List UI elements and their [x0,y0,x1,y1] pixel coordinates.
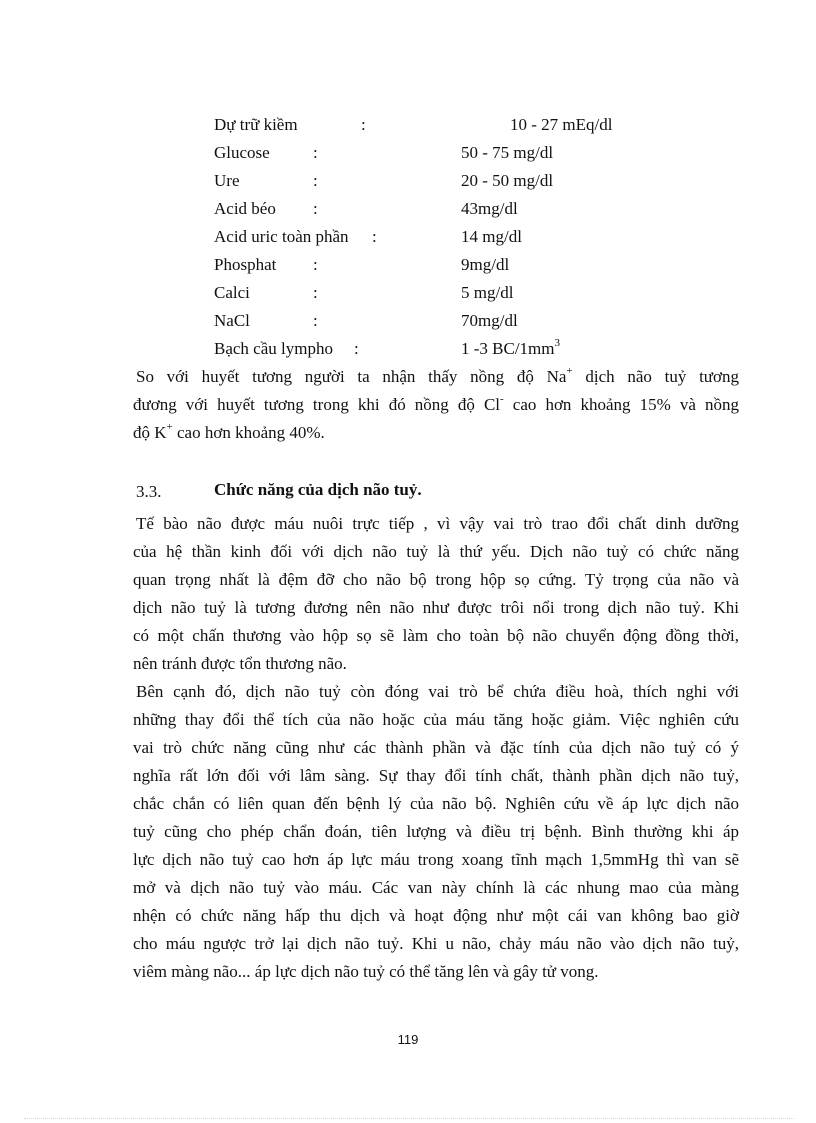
paragraph-line: cho máu ngược trở lại dịch não tuỷ. Khi u não, chảy máu não vào dịch não tuỷ, [133,934,739,953]
row-label: Phosphat [214,255,277,274]
row-value-superscript: 3 [554,337,561,350]
row-value: 5 mg/dl [461,283,514,302]
paragraph-line: Bên cạnh đó, dịch não tuỷ còn đóng vai trò bể chứa điều hoà, thích nghi với [136,682,739,701]
paragraph-line: dịch não tuỷ là tương đương nên não như được trôi nổi trong dịch não tuỷ. Khi [133,598,739,617]
paragraph-function [133,510,739,678]
row-colon: : [313,311,318,330]
paragraph-line: độ K+ cao hơn khoảng 40%. [133,421,325,442]
paragraph-line: có một chấn thương vào hộp sọ sẽ làm cho toàn bộ não chuyển động đồng thời, [133,626,739,645]
paragraph-role [133,678,739,986]
page-bottom-divider [24,1118,794,1119]
paragraph-ions [133,363,739,447]
row-colon: : [361,115,366,134]
row-colon: : [313,283,318,302]
row-colon: : [313,143,318,162]
row-label: Ure [214,171,240,190]
row-value-text: 1 -3 BC/1mm [461,339,555,358]
paragraph-line: đương với huyết tương trong khi đó nồng độ Cl- cao hơn khoảng 15% và nồng [133,393,740,414]
row-value: 10 - 27 mEq/dl [510,115,613,134]
row-colon: : [354,339,359,358]
row-label: Bạch cầu lympho [214,339,333,358]
paragraph-line: những thay đổi thể tích của não hoặc của máu tăng hoặc giảm. Việc nghiên cứu [133,710,739,729]
row-value: 70mg/dl [461,311,518,330]
paragraph-line: tuỷ cũng cho phép chẩn đoán, tiên lượng và điều trị bệnh. Bình thường khi áp [133,822,739,841]
paragraph-line: mở và dịch não tuỷ vào máu. Các van này chính là các nhung mao của màng [133,878,739,897]
row-value: 9mg/dl [461,255,510,274]
row-value [461,335,560,363]
paragraph-line: So với huyết tương người ta nhận thấy nồng độ Na+ dịch não tuỷ tương [136,365,739,386]
page-number: 119 [397,1032,419,1047]
paragraph-line: chắc chắn có liên quan đến bệnh lý của não bộ. Nghiên cứu về áp lực dịch não [133,794,739,813]
paragraph-line: quan trọng nhất là đệm đỡ cho não bộ trong hộp sọ cứng. Tỷ trọng của não và [133,570,739,589]
paragraph-line: nhện có chức năng hấp thu dịch và hoạt động như một cái van không bao giờ [133,906,739,925]
paragraph-line: vai trò chức năng cũng như các thành phần và đặc tính của dịch não tuỷ có ý [133,738,739,757]
row-value: 43mg/dl [461,199,518,218]
row-colon: : [313,255,318,274]
row-label: Glucose [214,143,270,162]
paragraph-line: Tế bào não được máu nuôi trực tiếp , vì vậy vai trò trao đổi chất dinh dưỡng [136,514,739,533]
row-colon: : [313,199,318,218]
row-label: Acid béo [214,199,276,218]
paragraph-line: lực dịch não tuỷ cao hơn áp lực máu trong xoang tĩnh mạch 1,5mmHg thì van sẽ [133,850,739,869]
row-label: Calci [214,283,250,302]
section-number: 3.3. [136,482,162,501]
row-value: 20 - 50 mg/dl [461,171,554,190]
paragraph-line: viêm màng não... áp lực dịch não tuỷ có thể tăng lên và gây tử vong. [133,962,599,981]
row-label: Dự trữ kiềm [214,115,298,134]
row-colon: : [313,171,318,190]
paragraph-line: của hệ thần kinh đối với dịch não tuỷ là thứ yếu. Dịch não tuỷ có chức năng [133,542,739,561]
row-colon: : [372,227,377,246]
row-value: 50 - 75 mg/dl [461,143,554,162]
row-value: 14 mg/dl [461,227,522,246]
row-label: Acid uric toàn phần [214,227,349,246]
section-title: Chức năng của dịch não tuỷ. [214,480,422,499]
row-label: NaCl [214,311,250,330]
paragraph-line: nên tránh được tổn thương não. [133,654,347,673]
paragraph-line: nghĩa rất lớn đối với lâm sàng. Sự thay đổi tính chất, thành phần dịch não tuỷ, [133,766,739,785]
